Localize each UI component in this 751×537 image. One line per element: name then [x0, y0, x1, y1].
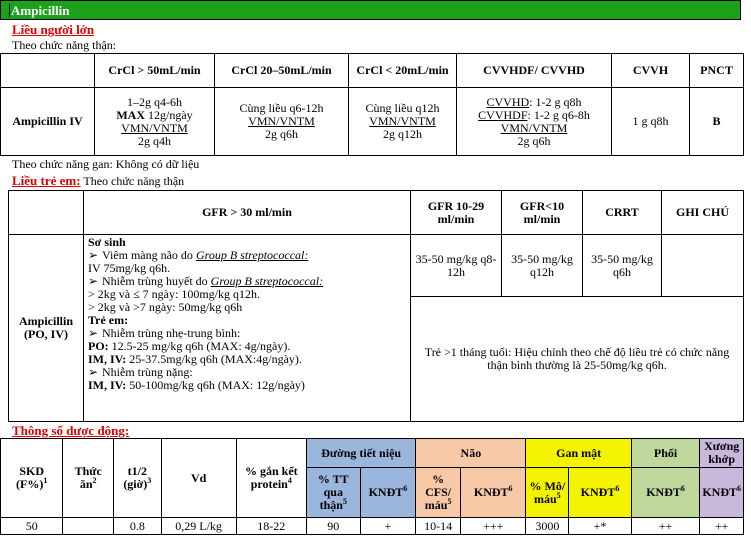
col-renal-excretion	[307, 468, 361, 518]
drug-title: Ampicillin	[11, 3, 70, 18]
meningitis-label: VMN/VNTM	[369, 114, 436, 128]
condition-text: Nhiễm trùng huyết do	[102, 274, 211, 288]
condition-text: Nhiễm trùng nhẹ-trung bình:	[102, 326, 241, 340]
child-heading-line	[12, 173, 184, 189]
dose-line: 1–2g q4-6h	[127, 94, 182, 109]
child-adjust-note: Trẻ >1 tháng tuổi: Hiệu chỉnh theo chế độ liều trẻ có chức năng thận bình thường là 25-50mg/kg q6h.	[411, 297, 744, 422]
gfr-10-29-dose: 35-50 mg/kg q8-12h	[411, 235, 502, 297]
adult-drug-name: Ampicillin IV	[1, 88, 95, 156]
kndt-label: KNĐT	[646, 485, 681, 499]
dose-line: > 2kg và >7 ngày: 50mg/kg q6h	[88, 300, 243, 314]
group-urinary: Đường tiết niệu	[307, 439, 416, 468]
child-drug-name: Ampicillin (PO, IV)	[9, 235, 84, 422]
csf-label: % CFS/ máu	[424, 472, 452, 512]
pk-table	[0, 438, 744, 535]
footnote-ref: 5	[556, 490, 561, 500]
footnote-ref: 3	[147, 476, 152, 485]
cvvhd-dose: : 1-2 g q8h	[529, 94, 582, 109]
meningitis-label: VMN/VNTM	[500, 120, 568, 135]
dose-text: 12.5-25 mg/kg q6h (MAX: 4g/ngày).	[108, 339, 291, 353]
max-value: 12g/ngày	[148, 107, 193, 122]
col-tissue-ratio	[526, 468, 569, 518]
val-kndt-urinary: +	[360, 518, 416, 535]
val-food	[63, 518, 114, 535]
group-bone-joint: Xương khớp	[700, 439, 744, 468]
col-crcl-lt20: CrCl < 20mL/min	[349, 54, 457, 88]
adult-pnct: B	[690, 88, 744, 156]
dose-line: 2g q6h	[517, 133, 551, 148]
group-brain: Não	[416, 439, 526, 468]
kndt-label: KNĐT	[368, 485, 404, 499]
adult-dose-crcl-lt20	[349, 88, 457, 156]
child-label: Trẻ em:	[88, 313, 129, 327]
col-protein	[236, 439, 306, 518]
group-lung: Phổi	[631, 439, 700, 468]
col-gfr-gt30: GFR > 30 ml/min	[84, 191, 411, 235]
group-hepatobiliary: Gan mật	[526, 439, 631, 468]
tissue-ratio-label: % Mô/ máu	[529, 478, 566, 506]
val-vd: 0,29 L/kg	[161, 518, 236, 535]
blank-note-cell	[662, 235, 744, 297]
cvvhd-label: CVVHD	[486, 94, 530, 109]
meningitis-label: VMN/VNTM	[248, 114, 315, 128]
col-kndt-brain	[460, 468, 526, 518]
adult-dose-crcl-gt50	[95, 88, 215, 156]
val-renal-excretion: 90	[307, 518, 361, 535]
footnote-ref: 2	[92, 476, 97, 485]
drug-title-bar	[0, 0, 741, 20]
protein-label: % gắn kết protein	[244, 464, 298, 491]
adult-renal-intro: Theo chức năng thận:	[12, 38, 117, 52]
blank-header-cell	[1, 54, 95, 88]
hepatic-note: Theo chức năng gan: Không có dữ liệu	[12, 157, 200, 171]
dose-line: 2g q4h	[138, 133, 171, 148]
footnote-ref: 6	[737, 484, 741, 493]
gfr-gt30-dosing	[84, 235, 411, 422]
col-pnct: PNCT	[690, 54, 744, 88]
col-note: GHI CHÚ	[662, 191, 744, 235]
condition-text: Viêm màng não do	[102, 248, 196, 262]
route-label: PO:	[88, 339, 109, 353]
col-cvvh: CVVH	[612, 54, 690, 88]
pathogen: Group B streptococcal:	[195, 248, 309, 262]
col-food	[63, 439, 114, 518]
col-crcl-20-50: CrCl 20–50mL/min	[215, 54, 349, 88]
pathogen: Group B streptococcal:	[210, 274, 324, 288]
blank-header-cell	[9, 191, 84, 235]
val-kndt-bone: ++	[700, 518, 744, 535]
col-skd	[1, 439, 63, 518]
crrt-dose: 35-50 mg/kg q6h	[583, 235, 662, 297]
kndt-label: KNĐT	[580, 485, 616, 499]
neonate-label: Sơ sinh	[88, 235, 126, 249]
food-label: Thức ăn	[74, 464, 102, 491]
gfr-lt10-dose: 35-50 mg/kg q12h	[502, 235, 583, 297]
val-kndt-bile: +*	[569, 518, 632, 535]
route-label: IM, IV:	[88, 352, 127, 366]
footnote-ref: 6	[680, 484, 685, 493]
dose-line: IV 75mg/kg q6h.	[88, 261, 171, 275]
dose-line: Cùng liều q12h	[365, 101, 440, 115]
col-kndt-bone	[700, 468, 744, 518]
col-crcl-gt50: CrCl > 50mL/min	[95, 54, 215, 88]
col-gfr-10-29: GFR 10-29 ml/min	[411, 191, 502, 235]
dose-line: Cùng liều q6-12h	[239, 101, 324, 115]
arrow-icon: ➢	[88, 248, 99, 262]
footnote-ref: 5	[447, 497, 452, 506]
col-kndt-urinary	[360, 468, 416, 518]
footnote-ref: 6	[615, 484, 620, 493]
val-kndt-brain: +++	[460, 518, 526, 535]
dose-line: 2g q6h	[265, 127, 298, 141]
dose-line: > 2kg và ≤ 7 ngày: 100mg/kg q12h.	[88, 287, 261, 301]
col-csf-ratio	[416, 468, 461, 518]
col-cvvhdf: CVVHDF/ CVVHD	[457, 54, 612, 88]
col-gfr-lt10: GFR<10 ml/min	[502, 191, 583, 235]
arrow-icon: ➢	[88, 326, 99, 340]
val-t12: 0.8	[113, 518, 161, 535]
adult-dose-cvvhdf	[457, 88, 612, 156]
pk-heading: Thông số dược động:	[12, 423, 130, 438]
renal-excretion-label: % TT qua thận	[317, 472, 349, 512]
footnote-ref: 1	[43, 476, 48, 485]
child-dose-heading: Liều trẻ em:	[12, 173, 81, 188]
route-label: IM, IV:	[88, 378, 127, 392]
col-t12	[113, 439, 161, 518]
cvvhdf-dose: : 1-2 g q6-8h	[527, 107, 590, 122]
footnote-ref: 6	[403, 484, 408, 493]
dose-text: 50-100mg/kg q6h (MAX: 12g/ngày)	[126, 378, 305, 392]
val-tissue-ratio: 3000	[526, 518, 569, 535]
dose-line	[88, 379, 406, 392]
adult-dose-crcl-20-50	[215, 88, 349, 156]
col-kndt-lung	[631, 468, 700, 518]
child-renal-table	[8, 190, 744, 422]
t12-label: t1/2 (giờ)	[123, 464, 148, 491]
child-heading-tail: Theo chức năng thận	[80, 174, 185, 188]
footnote-ref: 6	[508, 484, 513, 493]
col-vd: Vd	[161, 439, 236, 518]
dose-line	[97, 109, 212, 122]
val-protein: 18-22	[236, 518, 306, 535]
adult-dose-cvvh: 1 g q8h	[612, 88, 690, 156]
arrow-icon: ➢	[88, 365, 99, 379]
dose-line	[459, 109, 609, 122]
dose-text: 25-37.5mg/kg q6h (MAX:4g/ngày).	[126, 352, 302, 366]
meningitis-label: VMN/VNTM	[121, 120, 188, 135]
kndt-label: KNĐT	[702, 485, 737, 499]
skd-label: SKD (F%)	[16, 464, 45, 491]
kndt-label: KNĐT	[473, 485, 509, 499]
adult-dose-heading: Liều người lớn	[12, 22, 95, 37]
arrow-icon: ➢	[88, 274, 99, 288]
val-skd: 50	[1, 518, 63, 535]
condition-text: Nhiễm trùng nặng:	[102, 365, 193, 379]
cvvhdf-label: CVVHDF	[478, 107, 528, 122]
val-csf-ratio: 10-14	[416, 518, 461, 535]
dose-line: 2g q12h	[383, 127, 422, 141]
footnote-ref: 4	[287, 476, 292, 485]
col-kndt-bile	[569, 468, 632, 518]
val-kndt-lung: ++	[631, 518, 700, 535]
text-cursor	[9, 4, 10, 17]
max-label: MAX	[116, 107, 145, 122]
col-crrt: CRRT	[583, 191, 662, 235]
adult-renal-table	[0, 53, 744, 156]
footnote-ref: 5	[342, 497, 347, 506]
